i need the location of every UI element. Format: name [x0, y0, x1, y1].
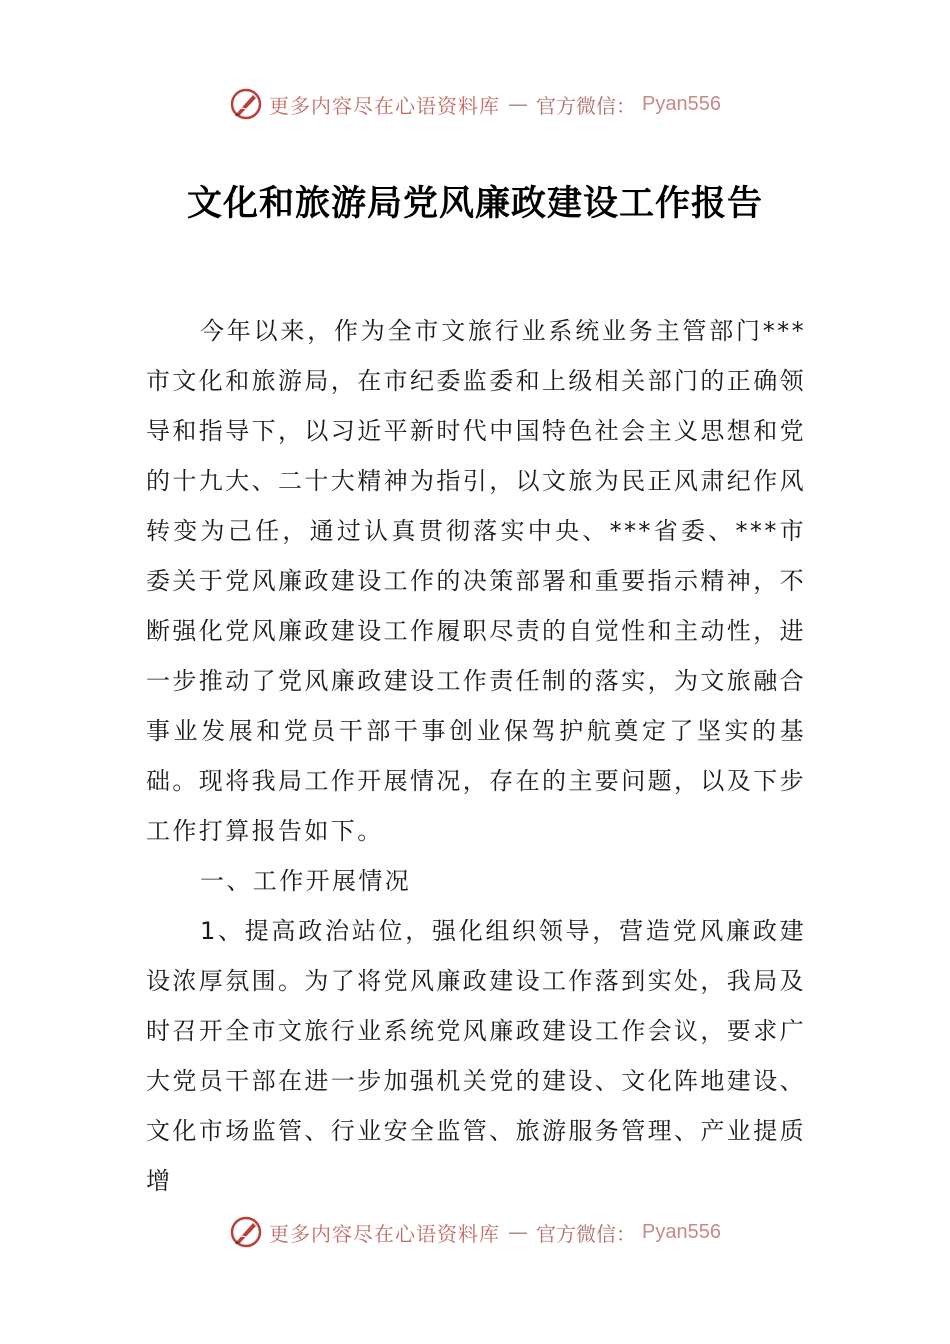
- watermark-wechat-id: Pyan556: [642, 1220, 721, 1243]
- header-watermark: [0, 84, 950, 124]
- pen-circle-logo-icon: [229, 87, 263, 121]
- watermark-contact-label: 官方微信：: [536, 1221, 637, 1246]
- watermark-slogan: 更多内容尽在心语资料库: [269, 93, 501, 118]
- pen-circle-logo-icon: [229, 1215, 263, 1249]
- document-body: [146, 306, 806, 1206]
- watermark-dash: —: [508, 1220, 529, 1244]
- watermark-contact-label: 官方微信：: [536, 93, 637, 118]
- document-title: 文化和旅游局党风廉政建设工作报告: [186, 183, 763, 224]
- section-heading: 一、工作开展情况: [200, 867, 412, 895]
- paragraph-intro: 今年以来，作为全市文旅行业系统业务主管部门***市文化和旅游局，在市纪委监委和上级相关部门的正确领导和指导下，以习近平新时代中国特色社会主义思想和党的十九大、二十大精神为指引，以文旅为民正风肃纪作风转变为己任，通过认真贯彻落实中央、***省委、***市委关于党风廉政建设工作的决策部署和重要指示精神，不断强化党风廉政建设工作履职尽责的自觉性和主动性，进一步推动了党风廉政建设工作责任制的落实，为文旅融合事业发展和党员干部干事创业保驾护航奠定了坚实的基础。现将我局工作开展情况，存在的主要问题，以及下步工作打算报告如下。: [146, 317, 806, 845]
- paragraph-item-1: 1、提高政治站位，强化组织领导，营造党风廉政建设浓厚氛围。为了将党风廉政建设工作落到实处，我局及时召开全市文旅行业系统党风廉政建设工作会议，要求广大党员干部在进一步加强机关党的建设、文化阵地建设、文化市场监管、行业安全监管、旅游服务管理、产业提质增: [146, 917, 806, 1195]
- watermark-slogan: 更多内容尽在心语资料库: [269, 1221, 501, 1246]
- watermark-dash: —: [508, 92, 529, 116]
- footer-watermark: [0, 1212, 950, 1252]
- watermark-wechat-id: Pyan556: [642, 92, 721, 115]
